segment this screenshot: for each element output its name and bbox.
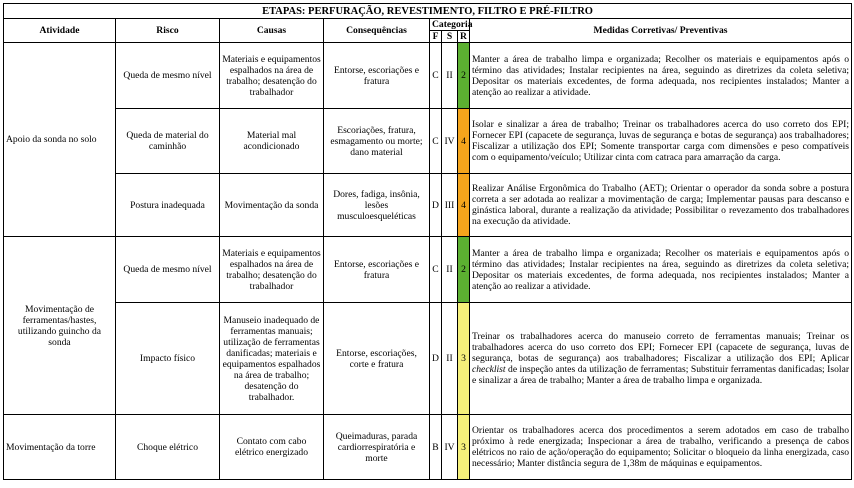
medidas-text-a: Treinar os trabalhadores acerca do manuseio correto de ferramentas manuais; Treinar os trabalhadores acerca do uso correto dos EPI; Fornecer EPI (capacete de segurança, luvas de segurança, botas de segurança) aos trabalhadores; Fiscalizar a utilização dos EPI; Aplicar [472, 331, 850, 364]
medidas-checklist: checklist [472, 364, 506, 375]
s-cell: II [442, 303, 458, 415]
table-row [4, 43, 852, 109]
header-s: S [442, 31, 458, 43]
f-cell: D [430, 303, 442, 415]
header-categoria: Categoria [430, 19, 470, 31]
table-row [4, 174, 852, 237]
f-cell: C [430, 237, 442, 303]
medidas-text-b: de inspeção antes da utilização de ferramentas; Substituir ferramentas danificadas; Isolar e sinalizar a área de trabalho; Manter a área de trabalho limpa e organizada. [472, 364, 850, 386]
f-cell: C [430, 109, 442, 174]
f-cell: B [430, 415, 442, 480]
s-cell: II [442, 237, 458, 303]
header-atividade: Atividade [4, 19, 116, 43]
header-medidas: Medidas Corretivas/ Preventivas [470, 19, 852, 43]
risco-cell: Choque elétrico [116, 415, 220, 480]
f-cell: C [430, 43, 442, 109]
consequencias-cell: Entorse, escoriações, corte e fratura [324, 303, 430, 415]
r-cell: 3 [458, 415, 470, 480]
r-cell: 4 [458, 174, 470, 237]
s-cell: IV [442, 109, 458, 174]
header-causas: Causas [220, 19, 324, 43]
risco-cell: Queda de mesmo nível [116, 237, 220, 303]
consequencias-cell: Dores, fadiga, insônia, lesões musculoesqueléticas [324, 174, 430, 237]
f-cell: D [430, 174, 442, 237]
r-cell: 2 [458, 43, 470, 109]
consequencias-cell: Escoriações, fratura, esmagamento ou morte; dano material [324, 109, 430, 174]
header-f: F [430, 31, 442, 43]
causas-cell: Materiais e equipamentos espalhados na área de trabalho; desatenção do trabalhador [220, 237, 324, 303]
risco-cell: Queda de mesmo nível [116, 43, 220, 109]
table-row [4, 415, 852, 480]
causas-cell: Materiais e equipamentos espalhados na área de trabalho; desatenção do trabalhador [220, 43, 324, 109]
risco-cell: Postura inadequada [116, 174, 220, 237]
medidas-cell: Isolar e sinalizar a área de trabalho; Treinar os trabalhadores acerca do uso correto dos EPI; Fornecer EPI (capacete de segurança, luvas de segurança e botas de segurança) aos trabalhadores; Fiscalizar a utilização dos EPI; Somente transportar carga com dimensões e peso compatíveis com o equipamento/veículo; Utilizar cinta com catraca para amarração da carga. [470, 109, 852, 174]
atividade-cell: Apoio da sonda no solo [4, 43, 116, 237]
consequencias-cell: Queimaduras, parada cardiorrespiratória e morte [324, 415, 430, 480]
medidas-cell: Manter a área de trabalho limpa e organizada; Recolher os materiais e equipamentos após o término das atividades; Instalar recipientes na área, seguindo as diretrizes da coleta seletiva; Depositar os materiais excedentes, de forma adequada, nos recipientes instalados; Manter a atenção ao realizar a atividade. [470, 237, 852, 303]
atividade-cell: Movimentação da torre [4, 415, 116, 480]
table-row [4, 109, 852, 174]
medidas-cell: Manter a área de trabalho limpa e organizada; Recolher os materiais e equipamentos após o término das atividades; Instalar recipientes na área, seguindo as diretrizes da coleta seletiva; Depositar os materiais excedentes, de forma adequada, nos recipientes instalados; Manter a atenção ao realizar a atividade. [470, 43, 852, 109]
r-cell: 4 [458, 109, 470, 174]
medidas-cell: Realizar Análise Ergonômica do Trabalho (AET); Orientar o operador da sonda sobre a postura correta a ser adotada ao realizar a movimentação de carga; Implementar pausas para descanso e ginástica laboral, durante a realização da atividade; Possibilitar o revezamento dos trabalhadores na execução da atividade. [470, 174, 852, 237]
table-row [4, 237, 852, 303]
table-title: ETAPAS: PERFURAÇÃO, REVESTIMENTO, FILTRO E PRÉ-FILTRO [4, 4, 852, 19]
risco-cell: Impacto físico [116, 303, 220, 415]
consequencias-cell: Entorse, escoriações e fratura [324, 43, 430, 109]
atividade-cell: Movimentação de ferramentas/hastes, utilizando guincho da sonda [4, 237, 116, 415]
header-r: R [458, 31, 470, 43]
s-cell: II [442, 43, 458, 109]
r-cell: 3 [458, 303, 470, 415]
medidas-cell [470, 303, 852, 415]
s-cell: IV [442, 415, 458, 480]
s-cell: III [442, 174, 458, 237]
consequencias-cell: Entorse, escoriações e fratura [324, 237, 430, 303]
r-cell: 2 [458, 237, 470, 303]
header-consequencias: Consequências [324, 19, 430, 43]
header-risco: Risco [116, 19, 220, 43]
medidas-cell: Orientar os trabalhadores acerca dos procedimentos a serem adotados em caso de trabalho próximo à rede energizada; Inspecionar a área de trabalho, verificando a presença de cabos elétricos no raio de ação/operação do equipamento; Solicitar o bloqueio da linha energizada, caso necessário; Manter distância segura de 1,38m de máquinas e equipamentos. [470, 415, 852, 480]
causas-cell: Material mal acondicionado [220, 109, 324, 174]
risk-table [3, 3, 852, 480]
causas-cell: Manuseio inadequado de ferramentas manuais; utilização de ferramentas danificadas; materiais e equipamentos espalhados na área de trabalho; desatenção do trabalhador. [220, 303, 324, 415]
causas-cell: Movimentação da sonda [220, 174, 324, 237]
table-row [4, 303, 852, 415]
causas-cell: Contato com cabo elétrico energizado [220, 415, 324, 480]
risco-cell: Queda de material do caminhão [116, 109, 220, 174]
